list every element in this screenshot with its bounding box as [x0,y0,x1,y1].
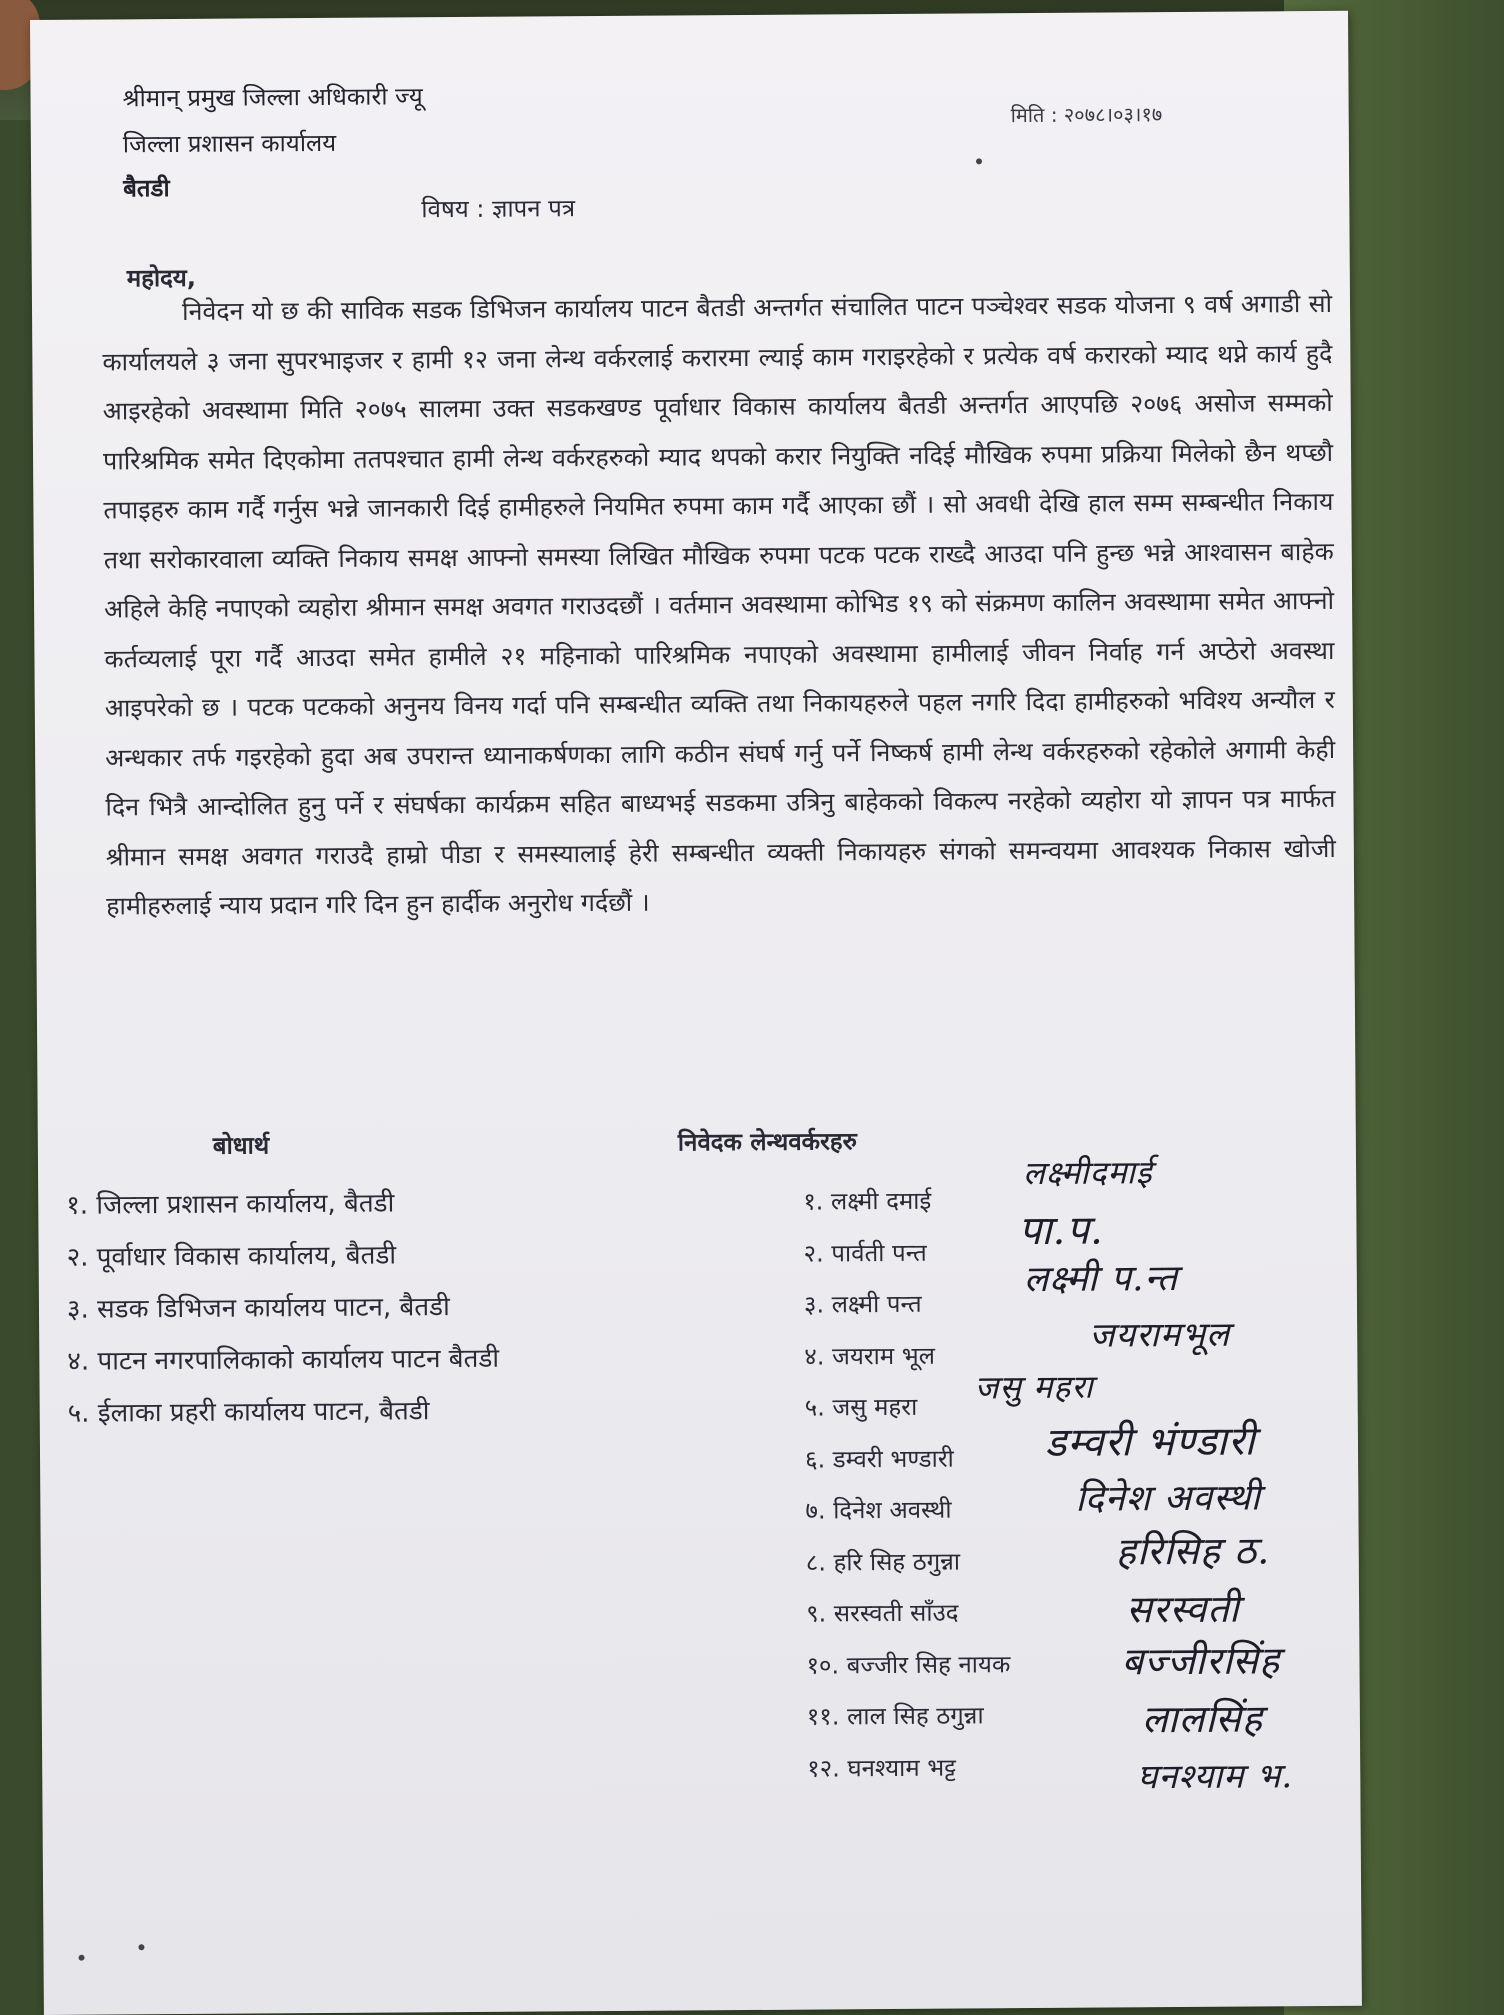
signature: दिनेश अवस्थी [1075,1477,1261,1520]
petitioner-name: ९. सरस्वती साँउद [806,1598,959,1628]
signature: लक्ष्मीदमाई [1022,1153,1153,1193]
petitioner-name: ५. जसु महरा [804,1392,918,1422]
signature: डम्वरी भंण्डारी [1044,1418,1256,1466]
recipient-line-3: बैतडी [123,174,170,203]
letter-paper [30,11,1362,2015]
paper-speck [138,1944,144,1950]
petitioner-name: ११. लाल सिह ठगुन्ना [806,1701,984,1731]
petitioner-list [803,1175,1011,1794]
recipient-line-1: श्रीमान् प्रमुख जिल्ला अधिकारी ज्यू [122,82,423,113]
petitioner-name: १. लक्ष्मी दमाई [803,1186,932,1216]
signature: सरस्वती [1125,1586,1240,1632]
petitioner-name: ८. हरि सिह ठगुन्ना [805,1547,961,1577]
signature: बज्जीरसिंह [1121,1638,1281,1684]
cc-item: १. जिल्ला प्रशासन कार्यालय, बैतडी [66,1188,395,1221]
letter-date: मिति : २०७८।०३।१७ [1010,102,1163,128]
paper-speck [79,1955,85,1961]
petitioner-name: ७. दिनेश अवस्थी [805,1495,952,1525]
cc-item: २. पूर्वाधार विकास कार्यालय, बैतडी [66,1240,397,1273]
letter-subject: विषय : ज्ञापन पत्र [421,194,576,224]
signature: लक्ष्मी प.न्त [1023,1258,1179,1301]
petitioner-name: १०. बज्जीर सिह नायक [806,1649,1011,1680]
salutation: महोदय, [126,263,196,293]
cc-item: ४. पाटन नगरपालिकाको कार्यालय पाटन बैतडी [67,1343,500,1377]
petitioner-name: २. पार्वती पन्त [803,1238,927,1268]
cc-item: ३. सडक डिभिजन कार्यालय पाटन, बैतडी [66,1292,450,1325]
recipient-line-2: जिल्ला प्रशासन कार्यालय [122,128,337,159]
petitioner-name: ४. जयराम भूल [804,1341,936,1371]
petitioner-name: ३. लक्ष्मी पन्त [803,1289,922,1319]
signature: हरिसिह ठ. [1115,1528,1271,1574]
petitioners-heading: निवेदक लेन्थवर्करहरु [677,1127,858,1157]
signature: लालसिंह [1141,1696,1264,1742]
signature: जयरामभूल [1089,1314,1231,1356]
paper-speck [976,158,982,164]
cc-heading: बोधार्थ [212,1131,270,1160]
signature: घनश्याम भ. [1137,1756,1294,1798]
petitioner-name: १२. घनश्याम भट्ट [807,1753,956,1783]
signature: जसु महरा [974,1367,1094,1407]
cc-list [66,1177,499,1440]
petitioner-name: ६. डम्वरी भण्डारी [804,1444,954,1474]
cc-item: ५. ईलाका प्रहरी कार्यालय पाटन, बैतडी [67,1396,430,1429]
signature: पा.प. [1018,1207,1104,1255]
letter-body: निवेदन यो छ की साविक सडक डिभिजन कार्यालय पाटन बैतडी अन्तर्गत संचालित पाटन पञ्चेश्वर सडक योजना ९ वर्ष अगाडी सो कार्यालयले ३ जना सुपरभाइजर र हामी १२ जना लेन्थ वर्करलाई करारमा ल्याई काम गराइरहेको र प्रत्येक वर्ष करारको म्याद थप्ने कार्य हुदै आइरहेको अवस्थामा मिति २०७५ सालमा उक्त सडकखण्ड पूर्वाधार विकास कार्यालय बैतडी अन्तर्गत आएपछि २०७६ असोज सम्मको पारिश्रमिक समेत दिएकोमा ततपश्चात हामी लेन्थ वर्करहरुको म्याद थपको करार नियुक्ति नदिई मौखिक रुपमा प्रक्रिया मिलेको छैन थप्छौ तपाइहरु काम गर्दै गर्नुस भन्ने जानकारी दिई हामीहरुले नियमित रुपमा काम गर्दै आएका छौं । सो अवधी देखि हाल सम्म सम्बन्धीत निकाय तथा सरोकारवाला व्यक्ति निकाय समक्ष आफ्नो समस्या लिखित मौखिक रुपमा पटक पटक राख्दै आउदा पनि हुन्छ भन्ने आश्वासन बाहेक अहिले केहि नपाएको व्यहोरा श्रीमान समक्ष अवगत गराउदछौं । वर्तमान अवस्थामा कोभिड १९ को संक्रमण कालिन अवस्थामा समेत आफ्नो कर्तव्यलाई पूरा गर्दै आउदा समेत हामीले २१ महिनाको पारिश्रमिक नपाएको अवस्थामा हामीलाई जीवन निर्वाह गर्न अप्ठेरो अवस्था आइपरेको छ । पटक पटकको अनुनय विनय गर्दा पनि सम्बन्धीत व्यक्ति तथा निकायहरुले पहल नगरि दिदा हामीहरुको भविश्य अन्यौल र अन्धकार तर्फ गइरहेको हुदा अब उपरान्त ध्यानाकर्षणका लागि कठीन संघर्ष गर्नु पर्ने निष्कर्ष हामी लेन्थ वर्करहरुको रहेकोले अगामी केही दिन भित्रै आन्दोलित हुनु पर्ने र संघर्षका कार्यक्रम सहित बाध्यभई सडकमा उत्रिनु बाहेकको विकल्प नरहेको व्यहोरा यो ज्ञापन पत्र मार्फत श्रीमान समक्ष अवगत गराउदै हाम्रो पीडा र समस्यालाई हेरी सम्बन्धीत व्यक्ती निकायहरु संगको समन्वयमा आवश्यक निकास खोजी हामीहरुलाई न्याय प्रदान गरि दिन हुन हार्दीक अनुरोध गर्दछौं । [102,288,1336,921]
